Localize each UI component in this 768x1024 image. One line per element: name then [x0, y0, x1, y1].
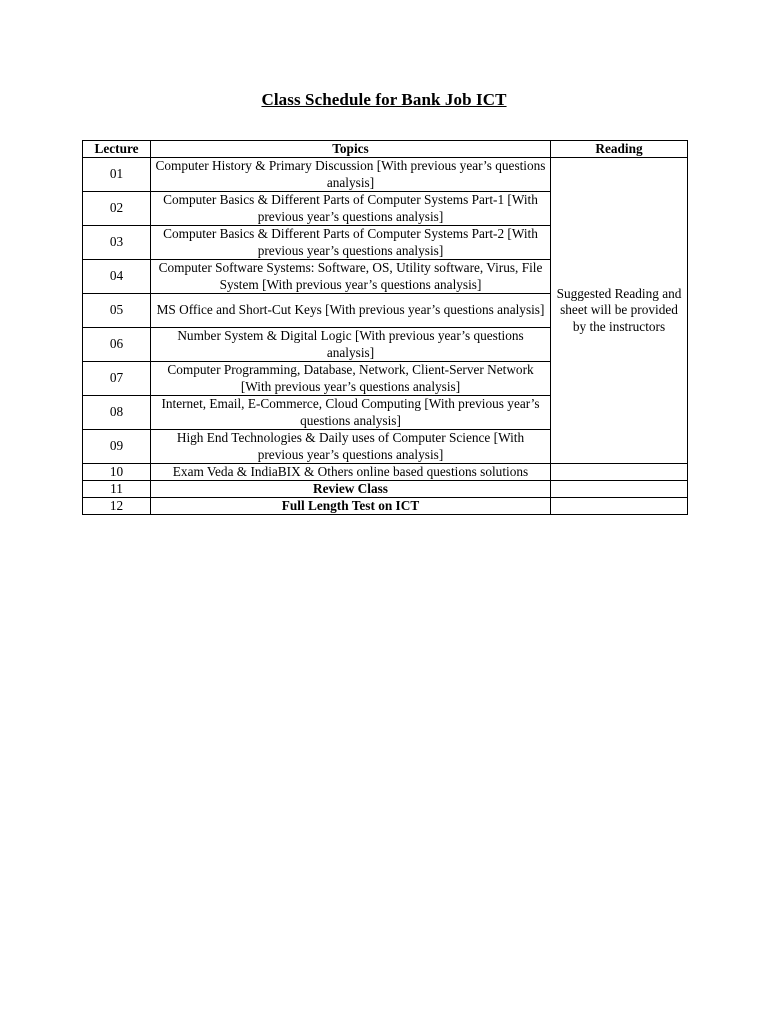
lecture-number: 08	[83, 396, 151, 430]
topic-cell: Number System & Digital Logic [With previous year’s questions analysis]	[151, 328, 551, 362]
lecture-number: 06	[83, 328, 151, 362]
reading-cell	[551, 464, 688, 481]
topic-cell: Computer Software Systems: Software, OS, Utility software, Virus, File System [With previous year’s questions analysis]	[151, 260, 551, 294]
topic-cell: Internet, Email, E-Commerce, Cloud Computing [With previous year’s questions analysis]	[151, 396, 551, 430]
reading-note: Suggested Reading and sheet will be provided by the instructors	[551, 158, 688, 464]
topic-cell: Review Class	[151, 481, 551, 498]
lecture-number: 02	[83, 192, 151, 226]
topic-cell: MS Office and Short-Cut Keys [With previous year’s questions analysis]	[151, 294, 551, 328]
lecture-number: 10	[83, 464, 151, 481]
lecture-number: 04	[83, 260, 151, 294]
topic-cell: Computer Programming, Database, Network, Client-Server Network [With previous year’s questions analysis]	[151, 362, 551, 396]
topic-cell: Full Length Test on ICT	[151, 498, 551, 515]
topic-cell: High End Technologies & Daily uses of Computer Science [With previous year’s questions analysis]	[151, 430, 551, 464]
header-topics: Topics	[151, 141, 551, 158]
table-row	[83, 464, 688, 481]
reading-cell	[551, 481, 688, 498]
topic-cell: Computer History & Primary Discussion [With previous year’s questions analysis]	[151, 158, 551, 192]
lecture-number: 03	[83, 226, 151, 260]
page-title: Class Schedule for Bank Job ICT	[261, 90, 507, 109]
reading-cell	[551, 498, 688, 515]
lecture-number: 05	[83, 294, 151, 328]
schedule-table	[82, 140, 688, 515]
table-row	[83, 158, 688, 192]
table-header-row	[83, 141, 688, 158]
table-row	[83, 481, 688, 498]
topic-cell: Computer Basics & Different Parts of Computer Systems Part-2 [With previous year’s questions analysis]	[151, 226, 551, 260]
lecture-number: 11	[83, 481, 151, 498]
table-row	[83, 498, 688, 515]
lecture-number: 07	[83, 362, 151, 396]
lecture-number: 09	[83, 430, 151, 464]
topic-cell: Computer Basics & Different Parts of Computer Systems Part-1 [With previous year’s questions analysis]	[151, 192, 551, 226]
lecture-number: 12	[83, 498, 151, 515]
header-lecture: Lecture	[83, 141, 151, 158]
header-reading: Reading	[551, 141, 688, 158]
topic-cell: Exam Veda & IndiaBIX & Others online based questions solutions	[151, 464, 551, 481]
lecture-number: 01	[83, 158, 151, 192]
